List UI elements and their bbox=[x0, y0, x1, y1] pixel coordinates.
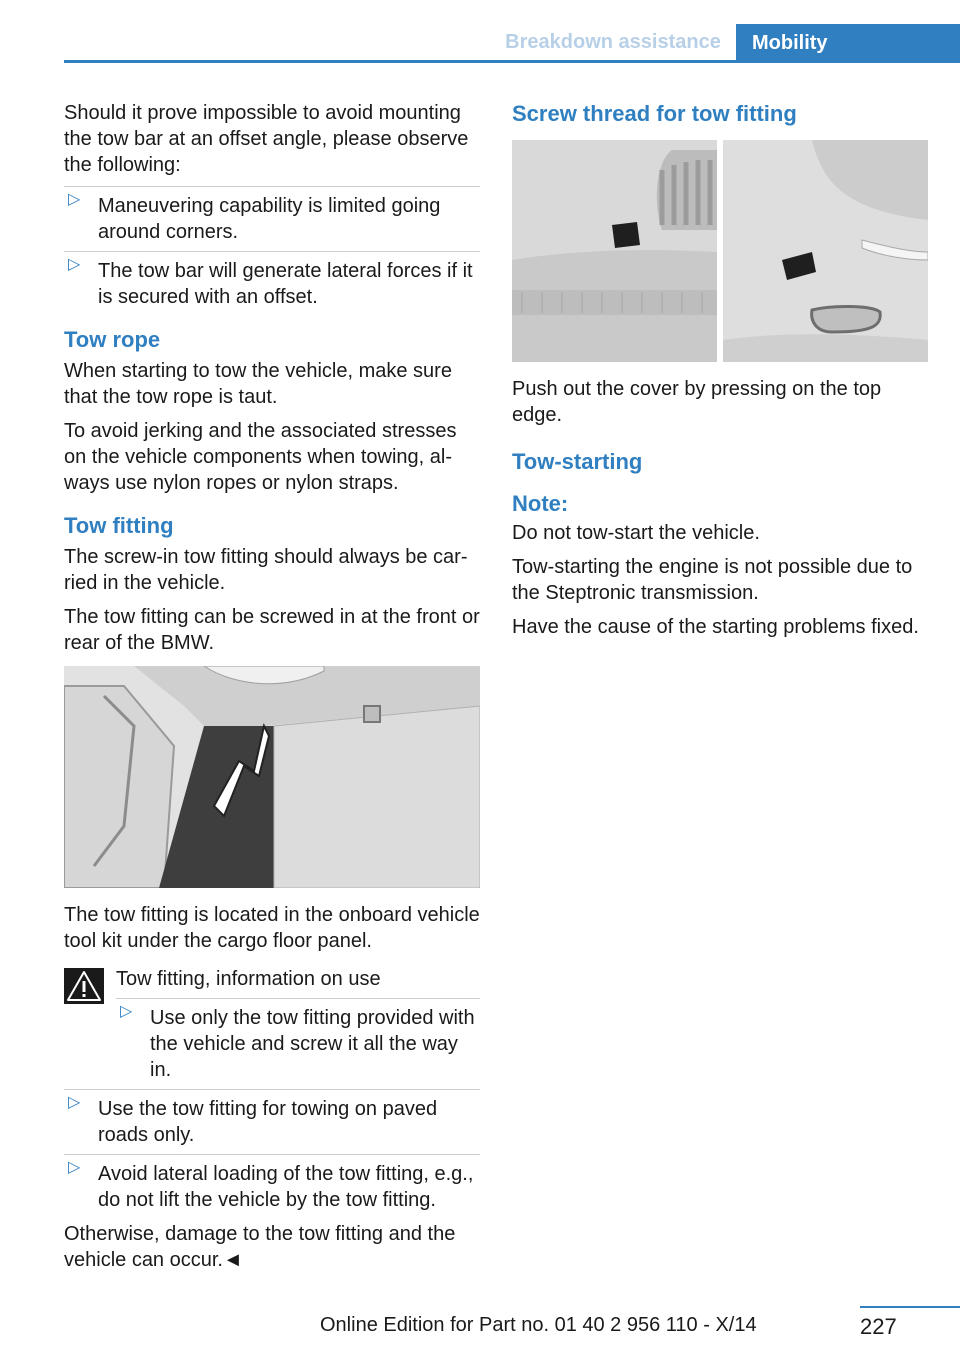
screw-thread-heading: Screw thread for tow fitting bbox=[512, 101, 797, 126]
header-chapter-label: Mobility bbox=[752, 31, 828, 54]
screw-thread-image bbox=[512, 140, 928, 362]
list-item: ▷ Use only the tow fitting provided with the vehicle and screw it all the way in. bbox=[116, 998, 480, 1083]
left-column bbox=[64, 100, 480, 1281]
page-number: 227 bbox=[860, 1314, 897, 1339]
offset-intro: Should it prove impossible to avoid mounting the tow bar at an offset angle, please observe the following: bbox=[64, 102, 469, 176]
warning-title: Tow fitting, information on use bbox=[116, 968, 381, 990]
right-column bbox=[512, 100, 928, 648]
footer-rule bbox=[860, 1306, 960, 1308]
tow-rope-heading: Tow rope bbox=[64, 327, 161, 352]
offset-list bbox=[64, 186, 480, 310]
header-section-label: Breakdown assistance bbox=[505, 30, 721, 53]
tow-rope-paragraph-2: To avoid jerking and the associated stresses on the vehicle components when towing, always use nylon ropes or nylon straps. bbox=[64, 420, 457, 494]
edition-text: Online Edition for Part no. 01 40 2 956 110 - X/14 bbox=[320, 1314, 757, 1336]
tow-rope-paragraph-1: When starting to tow the vehicle, make sure that the tow rope is taut. bbox=[64, 360, 452, 408]
bumper-illustration bbox=[512, 140, 928, 362]
header-section-tab[interactable] bbox=[490, 24, 736, 60]
triangle-right-icon: ▷ bbox=[68, 256, 81, 273]
header-rule bbox=[64, 60, 960, 63]
note-heading: Note: bbox=[512, 491, 569, 516]
tow-fitting-paragraph-1: The screw-in tow fitting should always be carried in the vehicle. bbox=[64, 546, 468, 594]
image-caption: The tow fitting is located in the onboard vehicle tool kit under the cargo floor panel. bbox=[64, 904, 480, 952]
header-chapter-tab[interactable] bbox=[736, 24, 960, 62]
use-list bbox=[64, 1089, 480, 1213]
triangle-right-icon: ▷ bbox=[68, 1094, 81, 1111]
list-item: ▷ Avoid lateral loading of the tow fitting, e.g., do not lift the vehicle by the tow fitting. bbox=[64, 1154, 480, 1213]
screw-thread-text: Push out the cover by pressing on the top edge. bbox=[512, 378, 882, 426]
list-item: ▷ The tow bar will generate lateral forces if it is secured with an offset. bbox=[64, 251, 480, 310]
cargo-floor-image bbox=[64, 666, 480, 888]
triangle-right-icon: ▷ bbox=[68, 191, 81, 208]
tow-starting-heading: Tow-starting bbox=[512, 449, 643, 474]
warning-triangle-icon bbox=[64, 966, 104, 1083]
list-item: ▷ Maneuvering capability is limited going around corners. bbox=[64, 186, 480, 245]
note-paragraph-3: Have the cause of the starting problems fixed. bbox=[512, 616, 919, 638]
cargo-floor-illustration bbox=[64, 666, 480, 888]
triangle-right-icon: ▷ bbox=[68, 1159, 81, 1176]
closing-paragraph: Otherwise, damage to the tow fitting and the vehicle can occur.◄ bbox=[64, 1223, 456, 1271]
note-paragraph-2: Tow-starting the engine is not possible due to the Steptronic transmission. bbox=[512, 556, 913, 604]
list-item: ▷ Use the tow fitting for towing on paved roads only. bbox=[64, 1089, 480, 1148]
warning-list bbox=[116, 998, 480, 1083]
note-paragraph-1: Do not tow-start the vehicle. bbox=[512, 522, 760, 544]
tow-fitting-heading: Tow fitting bbox=[64, 513, 174, 538]
warning-box bbox=[64, 966, 480, 1083]
triangle-right-icon: ▷ bbox=[120, 1003, 133, 1020]
tow-fitting-paragraph-2: The tow fitting can be screwed in at the front or rear of the BMW. bbox=[64, 606, 480, 654]
